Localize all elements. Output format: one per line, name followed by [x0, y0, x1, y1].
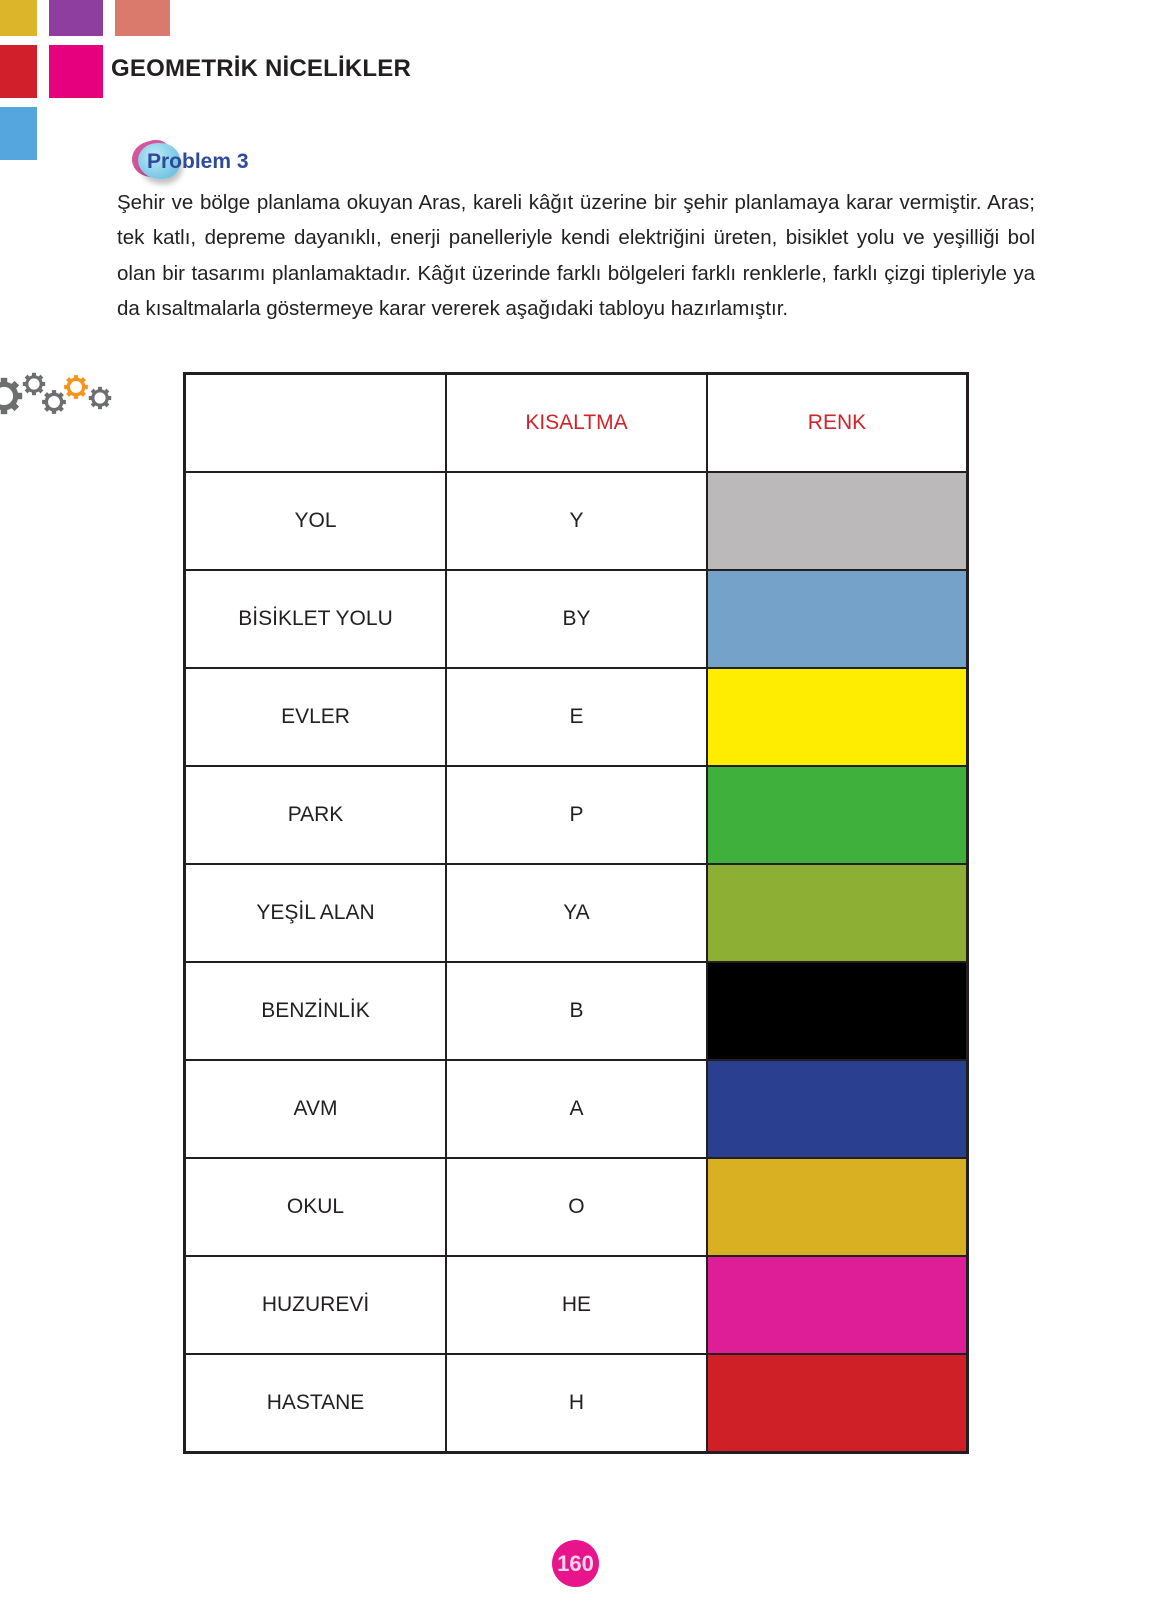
gears-icon [0, 368, 120, 418]
color-swatch-cell [707, 962, 968, 1060]
decor-square [115, 0, 170, 36]
color-swatch-cell [707, 766, 968, 864]
abbreviation-cell: O [446, 1158, 707, 1256]
abbreviation-cell: HE [446, 1256, 707, 1354]
header-cell-color: RENK [707, 374, 968, 473]
table-row [185, 766, 968, 864]
abbreviation-cell: YA [446, 864, 707, 962]
table-row [185, 864, 968, 962]
decor-square [0, 45, 37, 98]
table-row [185, 472, 968, 570]
legend-table [183, 372, 969, 1454]
decor-square [49, 45, 103, 98]
header-cell-abbreviation: KISALTMA [446, 374, 707, 473]
color-swatch-cell [707, 864, 968, 962]
abbreviation-cell: E [446, 668, 707, 766]
area-name-cell: EVLER [185, 668, 447, 766]
table-row [185, 1060, 968, 1158]
abbreviation-cell: BY [446, 570, 707, 668]
area-name-cell: PARK [185, 766, 447, 864]
area-name-cell: YOL [185, 472, 447, 570]
decor-square [0, 107, 37, 160]
color-swatch-cell [707, 570, 968, 668]
decor-square [49, 0, 103, 36]
color-swatch-cell [707, 472, 968, 570]
table-row [185, 1256, 968, 1354]
area-name-cell: BİSİKLET YOLU [185, 570, 447, 668]
page-number: 160 [552, 1540, 599, 1587]
decor-square [0, 0, 37, 36]
color-swatch-cell [707, 1158, 968, 1256]
problem-label: Problem 3 [147, 150, 249, 173]
area-name-cell: BENZİNLİK [185, 962, 447, 1060]
header-cell-empty [185, 374, 447, 473]
area-name-cell: OKUL [185, 1158, 447, 1256]
area-name-cell: HASTANE [185, 1354, 447, 1453]
color-swatch-cell [707, 668, 968, 766]
table-row [185, 1354, 968, 1453]
table-row [185, 570, 968, 668]
abbreviation-cell: Y [446, 472, 707, 570]
table-row [185, 1158, 968, 1256]
area-name-cell: YEŞİL ALAN [185, 864, 447, 962]
area-name-cell: HUZUREVİ [185, 1256, 447, 1354]
abbreviation-cell: P [446, 766, 707, 864]
table-row [185, 962, 968, 1060]
color-swatch-cell [707, 1256, 968, 1354]
color-swatch-cell [707, 1060, 968, 1158]
chapter-title: GEOMETRİK NİCELİKLER [111, 55, 412, 82]
abbreviation-cell: H [446, 1354, 707, 1453]
area-name-cell: AVM [185, 1060, 447, 1158]
table-header-row [185, 374, 968, 473]
problem-text: Şehir ve bölge planlama okuyan Aras, kareli kâğıt üzerine bir şehir planlamaya karar vermiştir. Aras; tek katlı, depreme dayanıklı, enerji panelleriyle kendi elektriğini üreten, bisiklet yolu ve yeşilliği bol olan bir tasarımı planlamaktadır. Kâğıt üzerinde farklı bölgeleri farklı renklerle, farklı çizgi tipleriyle ya da kısaltmalarla göstermeye karar vererek aşağıdaki tabloyu hazırlamıştır. [117, 191, 1035, 320]
problem-heading [128, 140, 288, 182]
table-row [185, 668, 968, 766]
abbreviation-cell: B [446, 962, 707, 1060]
color-swatch-cell [707, 1354, 968, 1453]
abbreviation-cell: A [446, 1060, 707, 1158]
